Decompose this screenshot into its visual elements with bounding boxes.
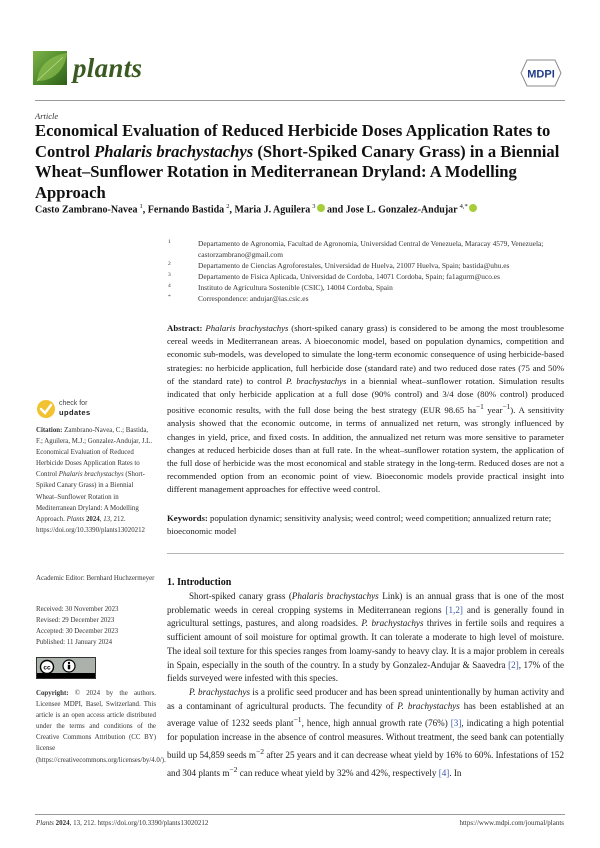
abstract-species-short: P. brachystachys [286, 375, 347, 386]
copyright-label: Copyright: [36, 690, 69, 697]
affiliation-number: 2 [168, 261, 171, 267]
paragraph-text: is a prolific seed producer and has been spread unintentionally by human activity and as a contaminant of agricultural products. The fecundity of [167, 686, 564, 711]
affiliation-item [168, 260, 588, 271]
affiliation-number: * [168, 294, 171, 300]
paragraph [167, 590, 564, 686]
abstract [167, 322, 564, 497]
article-type: Article [35, 111, 59, 121]
citation-label: Citation: [36, 427, 63, 434]
citation-year: 2024 [84, 515, 100, 523]
article-title [35, 121, 570, 203]
paragraph-text: has been established at an average value of 1232 seeds plant [167, 700, 564, 729]
affiliation-number: 1 [168, 239, 171, 245]
species-name: Phalaris brachystachys [291, 591, 379, 601]
keywords [167, 512, 564, 538]
author-affil-sup: 3 [312, 203, 316, 210]
author-affil-sup: 2 [226, 203, 230, 210]
journal-name[interactable]: plants [73, 53, 143, 83]
paragraph-text: Short-spiked canary grass ( [189, 591, 292, 601]
superscript: −1 [293, 715, 302, 725]
author-separator: , [142, 204, 148, 216]
author-name[interactable]: Maria J. Aguilera [234, 204, 311, 216]
reference-link[interactable]: [2] [508, 659, 519, 670]
abstract-text: ). A sensitivity analysis showed that the economic outcome, in terms of annualized net return, was strongly influenced by changes in yield, price, and fixed costs. In addition, the annualized net return was more sensitive to parameter changes at reduced herbicide doses than at full rate. In the wheat–sunflower rotation system, the application of the full dose of herbicide was the most economical and stable strategy in the long-term. Reduced doses are not a recommended option from an economic point of view. Bioeconomic models provide practical insight into different management approaches for effective weed control. [167, 405, 564, 495]
paragraph-text: thrives in fertile soils and requires a sufficient amount of soil moisture for optimal growth. It can tolerate a moderate to high level of moisture. The ideal soil texture for this species ranges from loamy-sandy to heavy clay. It is a major problem in cereals in Spain, especially in the south of the country. In a study by Gonzalez-Andujar & Saavedra [167, 618, 565, 670]
editor-name: Bernhard Huchzermeyer [84, 575, 155, 582]
abstract-species: Phalaris brachystachys [205, 323, 289, 333]
footer-journal: Plants [36, 819, 54, 827]
citation-text: (Short-Spiked Canary Grass) in a Biennial Wheat–Sunflower Rotation in Mediterranean Dryland: A Modelling Approach. [36, 471, 145, 523]
species-name: P. brachystachys [361, 618, 424, 629]
footer-divider [35, 814, 565, 815]
paragraph-text: , indicating a high potential for population increase in the absence of control measures. Without treatment, the seed bank can potentially build up 54,859 seeds m [167, 718, 564, 760]
introduction-body [167, 590, 564, 780]
author-separator: and [324, 204, 346, 216]
svg-text:cc: cc [43, 664, 51, 672]
affiliation-text: Instituto de Agricultura Sostenible (CSIC), 14004 Cordoba, Spain [198, 283, 393, 292]
footer-citation [36, 819, 208, 827]
title-species: Phalaris brachystachys [94, 141, 254, 161]
author-name[interactable]: Casto Zambrano-Navea [35, 204, 138, 216]
author-affil-sup: 1 [139, 203, 143, 210]
keywords-divider [167, 553, 564, 554]
date-received: Received: 30 November 2023 [36, 606, 119, 613]
attribution-icon [63, 660, 75, 672]
species-name: P. brachystachys [397, 700, 460, 711]
footer-doi-link[interactable]: , 13, 212. https://doi.org/10.3390/plants13020212 [69, 819, 209, 827]
reference-link[interactable]: [1,2] [445, 604, 463, 615]
reference-link[interactable]: [3] [450, 718, 462, 729]
paragraph-text: and is generally found in agricultural settings, pastures, and along roadsides. [167, 604, 564, 629]
author-name[interactable]: Fernando Bastida [147, 204, 225, 216]
correspondence-item [168, 293, 588, 304]
publication-dates [36, 604, 156, 648]
date-accepted: Accepted: 30 December 2023 [36, 628, 119, 636]
copyright-text: © 2024 by the authors. Licensee MDPI, Basel, Switzerland. This article is an open access article distributed under the terms and conditions of the Creative Commons Attribution (CC BY) license (https://creativecommons.org/licenses/by/4.0/). [36, 690, 166, 764]
abstract-text: year [483, 405, 503, 416]
header-divider [35, 100, 565, 101]
affiliation-item [168, 238, 588, 260]
citation-doi-link[interactable]: , 212. https://doi.org/10.3390/plants13020212 [36, 515, 145, 534]
check-updates-text: check for [59, 400, 88, 407]
paragraph-text: , 17% of the fields surveyed were infested with this species. [167, 659, 564, 684]
superscript: −2 [255, 746, 265, 756]
citation-text: Zambrano-Navea, C.; Bastida, F.; Aguilera, M.J.; Gonzalez-Andujar, J.L. Economical Evaluation of Reduced Herbicide Doses Application Rates to Control [36, 427, 153, 479]
species-name: P. brachystachys [189, 686, 251, 697]
check-for-updates-button[interactable] [36, 399, 116, 421]
date-revised: Revised: 29 December 2023 [36, 617, 115, 625]
affiliation-text: Departamento de Ciencias Agroforestales, Universidad de Huelva, 21007 Huelva, Spain; bastida@uhu.es [198, 261, 510, 270]
keywords-label: Keywords: [167, 513, 208, 523]
copyright-notice [36, 688, 166, 766]
superscript: −2 [229, 764, 238, 774]
editor-label: Academic Editor: [36, 575, 85, 582]
paragraph-text: can reduce wheat yield by 32% and 42%, respectively [237, 767, 439, 778]
paragraph-text: Link) is an annual grass that is one of the most problematic weeds in cereal cropping systems in Mediterranean regions [167, 591, 565, 615]
abstract-label: Abstract: [167, 323, 203, 333]
mdpi-logo[interactable] [519, 58, 563, 88]
date-published: Published: 11 January 2024 [36, 639, 113, 647]
correspondence-text: Correspondence: andujar@ias.csic.es [198, 294, 309, 303]
affiliation-number: 3 [168, 272, 171, 278]
journal-logo[interactable] [33, 51, 67, 85]
leaf-icon [33, 51, 67, 85]
author-separator: , [229, 204, 235, 216]
abstract-text: in a biennial wheat–sunflower rotation. Simulation results indicated that only herbicide application at a full dose (90% control) and 3/4 dose (80% control) produced positive economic results, with the full dose being the best strategy (EUR 98.65 ha [167, 375, 564, 416]
citation-volume: , 13 [99, 515, 111, 523]
orcid-icon[interactable] [469, 204, 477, 212]
title-text-end: (Short-Spiked Canary Grass) in a Biennial Wheat–Sunflower Rotation in Mediterranean Dryland: A Modelling Approach [35, 141, 560, 202]
affiliation-number: 4 [168, 283, 171, 289]
affiliation-text: Departamento de Agronomia, Facultad de Agronomia, Universidad Central de Venezuela, Maracay 4579, Venezuela; castorzambrano@gmail.com [198, 239, 544, 259]
footer-year: 2024 [53, 819, 70, 827]
citation [36, 425, 156, 536]
author-name[interactable]: Jose L. Gonzalez-Andujar [345, 204, 458, 216]
citation-journal: Plants [66, 515, 85, 523]
cc-icon [41, 661, 54, 674]
paragraph [167, 686, 564, 780]
reference-link[interactable]: [4] [438, 767, 450, 778]
affiliation-item [168, 271, 588, 282]
title-text: Economical Evaluation of Reduced Herbicide Doses Application Rates to Control [35, 121, 551, 161]
mdpi-logo-text: MDPI [527, 68, 555, 81]
citation-species: Phalaris brachystachys [58, 471, 124, 479]
cc-by-license-badge[interactable] [36, 657, 96, 679]
footer-journal-url[interactable]: https://www.mdpi.com/journal/plants [459, 819, 564, 827]
section-heading-introduction: 1. Introduction [167, 577, 232, 588]
paragraph-text: . In [449, 767, 462, 778]
affiliation-text: Departamento de Fisica Aplicada, Universidad de Cordoba, 14071 Cordoba, Spain; fa1agurm@uco.es [198, 272, 500, 281]
author-list [35, 203, 477, 215]
affiliation-item [168, 282, 588, 293]
keywords-text: population dynamic; sensitivity analysis; weed control; weed competition; annualized return rate; bioeconomic model [167, 513, 552, 537]
academic-editor [36, 573, 156, 584]
check-updates-text: updates [59, 408, 91, 417]
abstract-superscript: −1 [476, 403, 484, 412]
affiliations [168, 238, 588, 304]
check-updates-icon [36, 399, 56, 419]
author-affil-sup: 4,* [459, 203, 468, 210]
orcid-icon[interactable] [317, 204, 325, 212]
paragraph-text: after 25 years and it can decrease wheat yield by 16% to 60%. Infestations of 152 and 304 plants m [167, 749, 564, 778]
abstract-text: (short-spiked canary grass) is considered to be among the most troublesome cereal weeds in Mediterranean areas. A bioeconomic model, based on population dynamics, competition and economic sub-models, was developed to simulate the long-term economic consequence of using herbicide-based strategies: no herbicide application, full herbicide dose (standard rate) and two reduced dose rates (75 and 50% of the standard rate) to control [167, 323, 564, 386]
paragraph-text: , hence, high annual growth rate (76%) [301, 718, 451, 729]
abstract-superscript: −1 [502, 403, 511, 412]
